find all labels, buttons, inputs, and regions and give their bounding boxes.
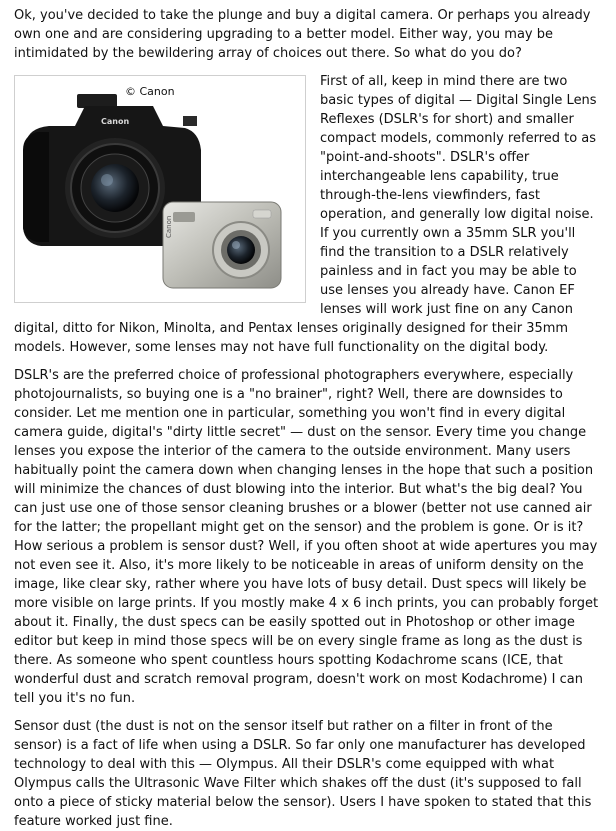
camera-illustration (15, 76, 305, 302)
paragraph-sensor-dust: DSLR's are the preferred choice of professional photographers everywhere, especially photojournalists, so buying one is a "no brainer", right? Well, there are downsides to consider. Let me mention one in particular, something you won't find in every digital camera guide, digital's "dirty little secret" — dust on the sensor. Every time you change lenses you expose the interior of the camera to the outside environment. Many users habitually point the camera down when changing lenses in the hope that such a position will minimize the chances of dust blowing into the interior. But what's the big deal? You can just use one of those sensor cleaning brushes or a blower (better not use canned air for the latter; the propellant might get on the sensor) and the problem is gone. Or is it? How serious a problem is sensor dust? Well, if you often shoot at wide apertures you may not even see it. Also, it's more likely to be noticeable in areas of uniform density on the image, like clear sky, rather where you have lots of busy detail. Dust specs will likely be more visible on large prints. If you mostly make 4 x 6 inch prints, you can probably forget about it. Finally, the dust specs can be easily spotted out in Photoshop or other image editor but keep in mind those specs will be on every single frame as long as the dust is there. As someone who spent countless hours spotting Kodachrome scans (ICE, that wonderful dust and scratch removal program, doesn't work on most Kodachrome) I can tell you it's no fun. (14, 368, 599, 706)
camera-photo (14, 75, 306, 303)
intro-paragraph: Ok, you've decided to take the plunge and buy a digital camera. Or perhaps you already own one and are considering upgrading to a better model. Either way, you may be intimidated by the bewildering array of choices out there. So what do you do? (14, 8, 591, 61)
compact-camera (163, 202, 281, 288)
paragraph-dslr-types: First of all, keep in mind there are two basic types of digital — Digital Single Lens Reflexes (DSLR's for short) and smaller compact models, commonly referred to as "point-and-shoots". DSLR's offer interchangeable lens capability, true through-the-lens viewfinders, fast operation, and generally low digital noise. If you currently own a 35mm SLR you'll find the transition to a DSLR relatively painless and in fact you may be able to use lenses you already have. Canon EF lenses will work just fine on any Canon digital, ditto for Nikon, Minolta, and Pentax lenses originally designed for their 35mm models. However, some lenses may not have full functionality on the digital body. (14, 74, 597, 355)
dslr-brand-label: Canon (101, 117, 130, 126)
image-credit: © Canon (125, 85, 175, 98)
compact-brand-label: Canon (165, 215, 173, 238)
paragraph-olympus: Sensor dust (the dust is not on the sensor itself but rather on a filter in front of the sensor) is a fact of life when using a DSLR. So far only one manufacturer has developed technology to deal with this — Olympus. All their DSLR's come equipped with what Olympus calls the Ultrasonic Wave Filter which shakes off the dust (it's supposed to fall onto a piece of sticky material below the sensor). Users I have spoken to stated that this feature worked just fine. (14, 719, 592, 829)
